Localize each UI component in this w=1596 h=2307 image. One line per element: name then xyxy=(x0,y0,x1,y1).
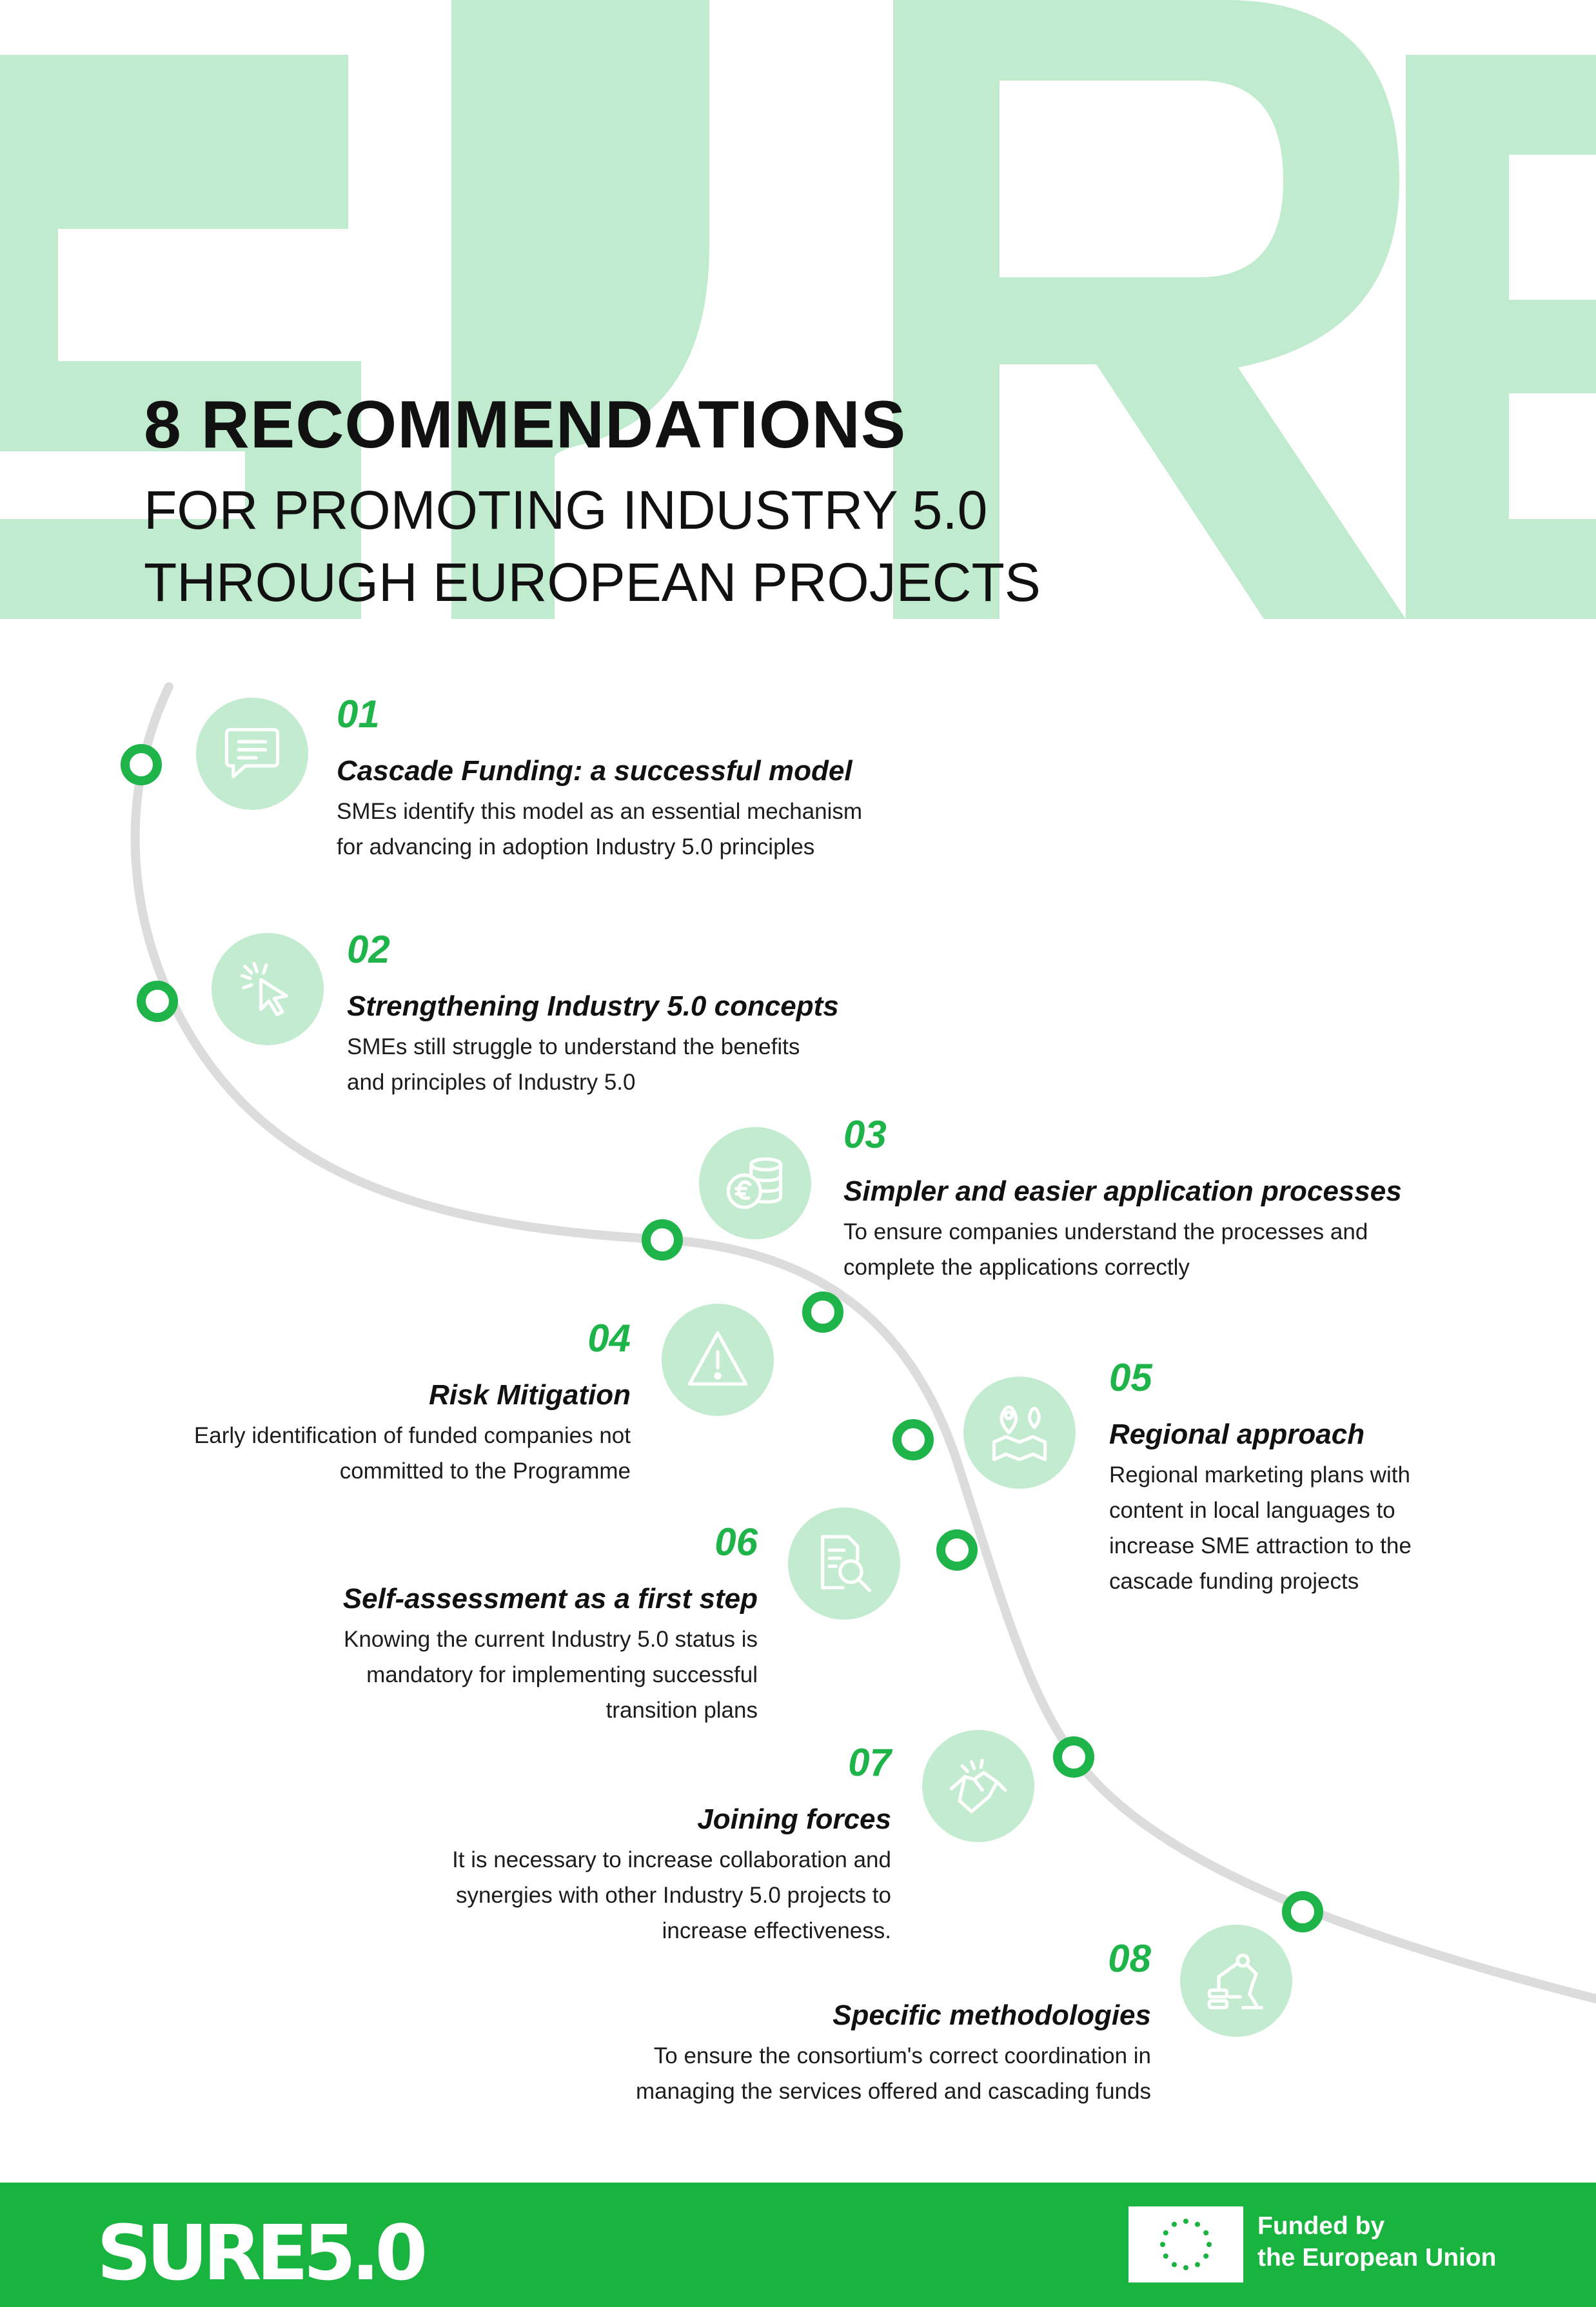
timeline-node-05 xyxy=(897,1424,929,1456)
eu-flag-icon xyxy=(1128,2206,1243,2282)
eu-star xyxy=(1163,2253,1168,2259)
description-line: managing the services offered and cascading funds xyxy=(635,2078,1151,2104)
eu-star xyxy=(1172,2262,1177,2267)
description-line: increase effectiveness. xyxy=(662,1918,891,1943)
recommendation-04 xyxy=(194,1319,631,1489)
description-line: SMEs still struggle to understand the benefits xyxy=(347,1034,800,1059)
eu-star xyxy=(1183,2219,1188,2224)
description-line: complete the applications correctly xyxy=(843,1254,1190,1280)
description-line: To ensure companies understand the processes and xyxy=(843,1219,1368,1244)
funded-by-eu-text xyxy=(1257,2210,1497,2273)
timeline-node-02 xyxy=(141,985,173,1017)
description-line: Early identification of funded companies not xyxy=(193,1422,631,1448)
recommendation-heading: Cascade Funding: a successful model xyxy=(337,755,852,787)
page-subtitle-line-2: THROUGH EUROPEAN PROJECTS xyxy=(144,552,1041,613)
eu-star xyxy=(1183,2265,1188,2270)
recommendation-05 xyxy=(1109,1356,1412,1599)
recommendation-description xyxy=(194,1418,631,1489)
funded-by-line-1: Funded by xyxy=(1257,2212,1385,2240)
eu-star xyxy=(1195,2222,1200,2227)
recommendation-number: 01 xyxy=(337,692,380,736)
description-line: SMEs identify this model as an essential mechanism xyxy=(337,798,863,824)
recommendation-number: 08 xyxy=(1108,1937,1151,1980)
recommendation-number: 03 xyxy=(843,1113,887,1156)
recommendation-description xyxy=(347,1029,839,1100)
handshake-icon xyxy=(922,1730,1034,1842)
recommendation-number: 04 xyxy=(587,1317,631,1360)
euro-coins-icon xyxy=(699,1127,811,1239)
recommendation-02 xyxy=(347,930,839,1100)
recommendation-06 xyxy=(342,1520,758,1728)
recommendation-heading: Risk Mitigation xyxy=(429,1379,631,1411)
description-line: cascade funding projects xyxy=(1109,1568,1359,1594)
eu-star xyxy=(1163,2230,1168,2235)
recommendation-description xyxy=(343,1622,758,1728)
eu-star xyxy=(1203,2230,1208,2235)
recommendation-heading: Regional approach xyxy=(1109,1419,1365,1450)
recommendation-08 xyxy=(636,1939,1151,2109)
description-line: To ensure the consortium's correct coordination in xyxy=(653,2043,1151,2068)
recommendation-description xyxy=(843,1214,1402,1285)
eu-star xyxy=(1203,2253,1208,2259)
recommendation-description xyxy=(636,2038,1151,2109)
recommendation-heading: Strengthening Industry 5.0 concepts xyxy=(347,990,839,1022)
timeline-node-08 xyxy=(1286,1896,1319,1928)
recommendation-description xyxy=(452,1842,891,1949)
robot-arm-icon xyxy=(1180,1925,1292,2037)
recommendation-number: 02 xyxy=(347,928,390,971)
description-line: content in local languages to xyxy=(1109,1497,1395,1523)
funded-by-line-2: the European Union xyxy=(1257,2244,1497,2272)
timeline-node-06 xyxy=(941,1534,973,1566)
recommendation-03 xyxy=(843,1115,1402,1285)
recommendation-description xyxy=(1109,1457,1412,1599)
description-line: It is necessary to increase collaboration and xyxy=(452,1847,891,1872)
description-line: increase SME attraction to the xyxy=(1109,1533,1412,1558)
warning-icon xyxy=(662,1304,774,1416)
eu-star xyxy=(1207,2242,1212,2247)
recommendation-01 xyxy=(337,692,863,865)
eu-star xyxy=(1172,2222,1177,2227)
description-line: Regional marketing plans with xyxy=(1109,1462,1410,1487)
chat-message-icon xyxy=(196,698,308,810)
timeline-node-03 xyxy=(646,1224,678,1256)
page-subtitle-line-1: FOR PROMOTING INDUSTRY 5.0 xyxy=(144,480,988,540)
description-line: synergies with other Industry 5.0 projects to xyxy=(455,1882,891,1908)
recommendation-number: 07 xyxy=(848,1741,891,1784)
watermark-letter-e xyxy=(1406,55,1596,619)
description-line: and principles of Industry 5.0 xyxy=(347,1069,636,1095)
recommendation-heading: Simpler and easier application processes xyxy=(843,1175,1402,1207)
timeline-node-04 xyxy=(807,1296,839,1328)
description-line: for advancing in adoption Industry 5.0 principles xyxy=(337,834,815,859)
description-line: committed to the Programme xyxy=(339,1458,631,1484)
recommendation-number: 05 xyxy=(1109,1356,1152,1399)
sure50-logo: SURE5.0 xyxy=(97,2208,423,2297)
document-search-icon xyxy=(788,1507,900,1620)
timeline-node-07 xyxy=(1058,1741,1090,1773)
description-line: transition plans xyxy=(606,1697,758,1723)
map-pins-icon xyxy=(963,1377,1076,1489)
recommendation-description xyxy=(337,794,862,865)
recommendation-heading: Joining forces xyxy=(697,1803,891,1835)
recommendation-number: 06 xyxy=(714,1520,758,1564)
description-line: Knowing the current Industry 5.0 status is xyxy=(344,1626,758,1652)
recommendation-heading: Specific methodologies xyxy=(832,1999,1151,2031)
cursor-click-icon xyxy=(212,933,324,1045)
recommendation-heading: Self-assessment as a first step xyxy=(342,1583,758,1615)
eu-star xyxy=(1195,2262,1200,2267)
timeline-node-01 xyxy=(125,749,157,781)
page-title: 8 RECOMMENDATIONS xyxy=(144,388,907,462)
description-line: mandatory for implementing successful xyxy=(366,1662,758,1687)
recommendation-07 xyxy=(452,1743,891,1949)
eu-star xyxy=(1160,2242,1165,2247)
page-subtitle xyxy=(144,474,1041,618)
